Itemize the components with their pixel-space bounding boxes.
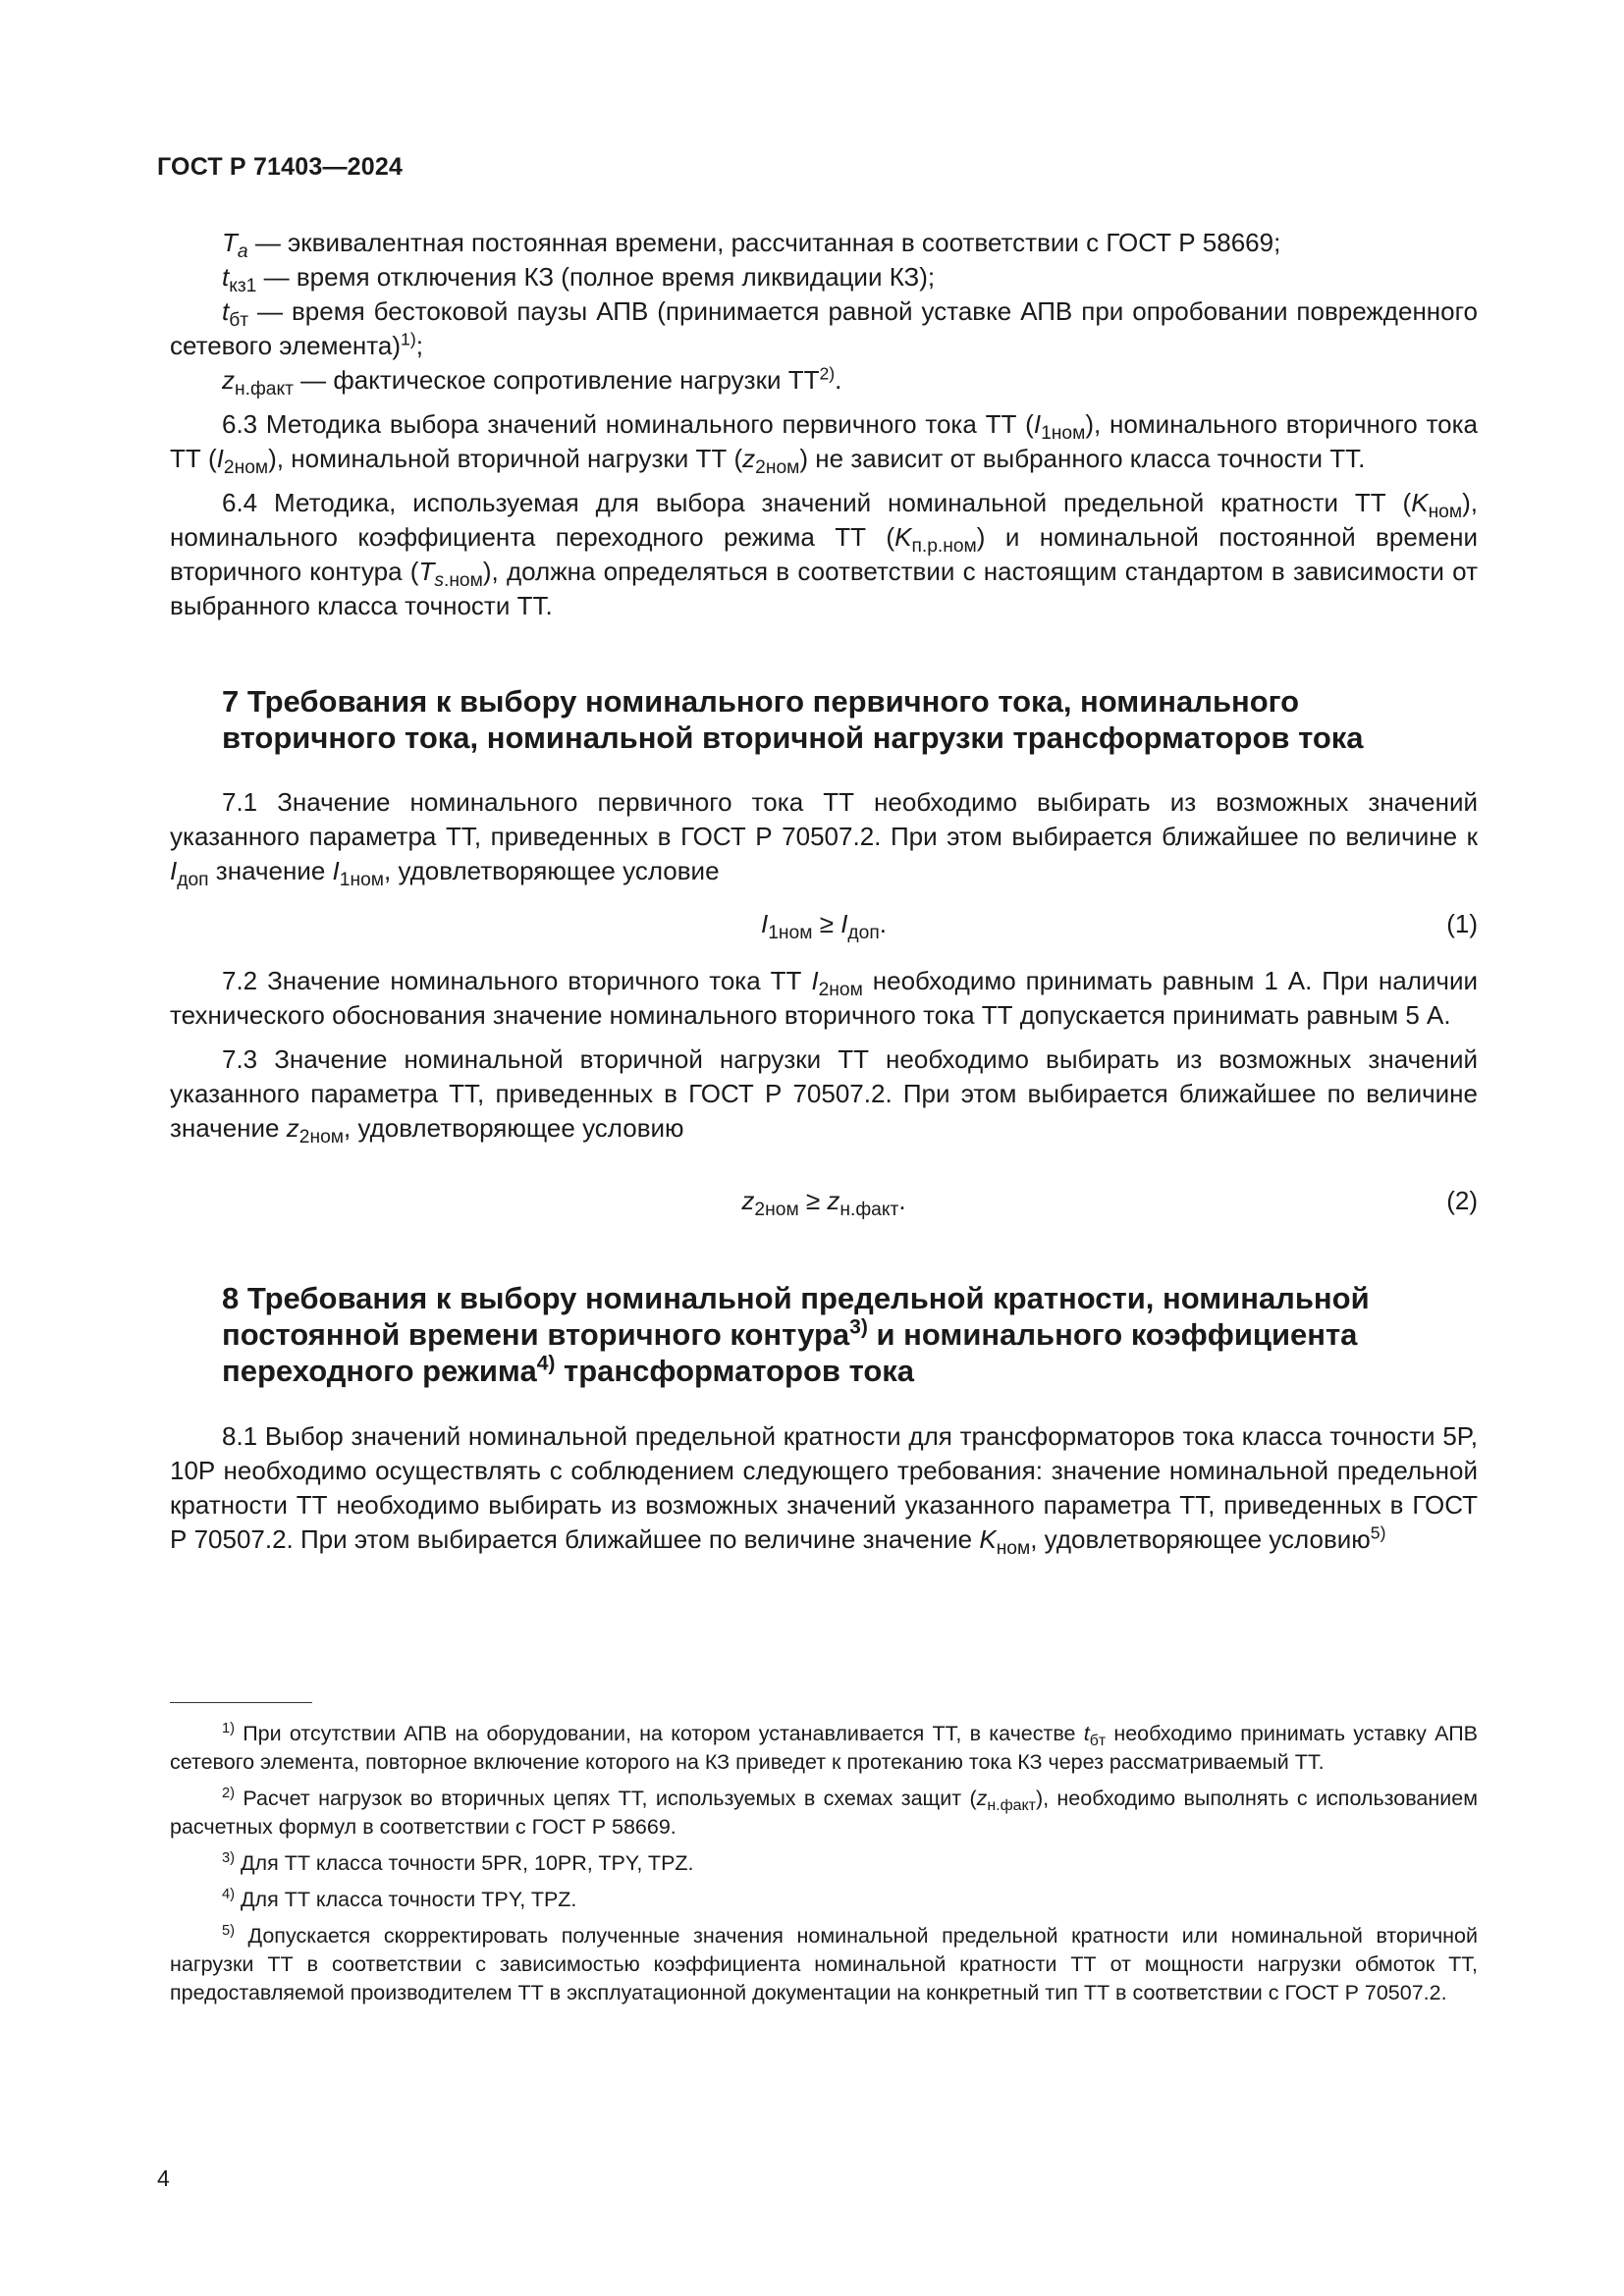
footnote-ref-2[interactable]: 2) xyxy=(819,363,836,384)
paragraph-7-1: 7.1 Значение номинального первичного тока ТТ необходимо выбирать из возможных значений указанного параметра ТТ, приведенных в ГОСТ Р 70507.2. При этом выбирается ближайшее по величине к $I_{доп}$ значение $I_{1ном}$, удовлетворяющее условие xyxy=(170,787,1478,891)
footnote-1: $^{1)}$ При отсутствии АПВ на оборудовании, на котором устанавливается ТТ, в качестве $t_{бт}$ необходимо принимать уставку АПВ сетевого элемента, повторное включение которого на КЗ приведет к протеканию тока КЗ через рассматриваемый ТТ. xyxy=(170,1720,1478,1774)
paragraph-7-3: 7.3 Значение номинальной вторичной нагрузки ТТ необходимо выбирать из возможных значений указанного параметра ТТ, приведенных в ГОСТ Р 70507.2. При этом выбирается ближайшее по величине значение $z_{2ном}$, удовлетворяющее условию xyxy=(170,1044,1478,1148)
footnote-ref-5[interactable]: 5) xyxy=(1370,1522,1386,1543)
footnotes xyxy=(170,1720,1478,2015)
paragraph-6-4: 6.4 Методика, используемая для выбора значений номинальной предельной кратности ТТ $(K_{ном})$, номинального коэффициента переходного режима ТТ $(K_{п.р.ном})$ и номинальной постоянной времени вторичного контура $(T_{s.ном})$, должна определяться в соответствии с настоящим стандартом в зависимости от выбранного класса точности ТТ. xyxy=(170,488,1478,620)
section-7-paragraphs xyxy=(170,964,1478,1146)
footnote-4: $^{4)}$ Для ТТ класса точности TPY, TPZ. xyxy=(222,1886,577,1911)
footnote-5: $^{5)}$ Допускается скорректировать полученные значения номинальной предельной кратности или номинальной вторичной нагрузки ТТ в соответствии с зависимостью коэффициента номинальной кратности ТТ от мощности нагрузки обмоток ТТ, предоставляемой производителем ТТ в эксплуатационной документации на конкретный тип ТТ в соответствии с ГОСТ Р 70507.2. xyxy=(170,1922,1478,2004)
footnote-ref-3[interactable]: 3) xyxy=(849,1315,868,1339)
equation-2-number: (2) xyxy=(1446,1186,1478,1215)
footnote-3: $^{3)}$ Для ТТ класса точности 5PR, 10PR, TPY, TPZ. xyxy=(222,1849,694,1875)
paragraph-7-2: 7.2 Значение номинального вторичного тока ТТ $I_{2ном}$ необходимо принимать равным 1 А. При наличии технического обоснования значение номинального вторичного тока ТТ допускается принимать равным 5 А. xyxy=(170,966,1478,1030)
section-8-heading: 8 Требования к выбору номинальной предельной кратности, номинальной постоянной времени вторичного контура$^{3)}$ и номинального коэффициента переходного режима$^{4)}$ трансформаторов тока xyxy=(222,1281,1370,1388)
footnote-ref-1[interactable]: 1) xyxy=(401,329,416,349)
definition-ta: $T_a$ — эквивалентная постоянная времени, рассчитанная в соответствии с ГОСТ Р 58669; xyxy=(222,228,1281,263)
footnote-separator xyxy=(170,1702,312,1703)
equation-1-formula: $I_{1ном} \ge I_{доп}$. xyxy=(760,909,887,944)
definition-tbt: $t_{бт}$ — время бестоковой паузы АПВ (принимается равной уставке АПВ при опробовании поврежденного сетевого элемента)$^{1)}$; xyxy=(170,296,1478,360)
footnote-ref-4[interactable]: 4) xyxy=(536,1352,556,1375)
paragraph-8-1: 8.1 Выбор значений номинальной предельной кратности для трансформаторов тока класса точности 5P, 10P необходимо осуществлять с соблюдением следующего требования: значение номинальной предельной кратности ТТ необходимо выбирать из возможных значений указанного параметра ТТ, приведенных в ГОСТ Р 70507.2. При этом выбирается ближайшее по величине значение $K_{ном}$, удовлетворяющее условию$^{5)}$ xyxy=(170,1421,1478,1560)
footnote-2: $^{2)}$ Расчет нагрузок во вторичных цепях ТТ, используемых в схемах защит $(z_{н.факт})$, необходимо выполнять с использованием расчетных формул в соответствии с ГОСТ Р 58669. xyxy=(170,1785,1479,1839)
definition-tkz: $t_{кз1}$ — время отключения КЗ (полное время ликвидации КЗ); xyxy=(222,262,936,297)
section-6-continuation xyxy=(170,226,1478,623)
paragraph-6-3: 6.3 Методика выбора значений номинального первичного тока ТТ $(I_{1ном})$, номинального вторичного тока ТТ $(I_{2ном})$, номинальной вторичной нагрузки ТТ $(z_{2ном})$ не зависит от выбранного класса точности ТТ. xyxy=(170,409,1479,479)
equation-2-formula: $z_{2ном} \ge z_{н.факт}$. xyxy=(741,1186,906,1221)
definition-zn: $z_{н.факт}$ — фактическое сопротивление нагрузки ТТ$^{2)}$. xyxy=(222,363,842,400)
standard-code-header: ГОСТ Р 71403—2024 xyxy=(157,153,404,181)
section-7-heading: 7 Требования к выбору номинального первичного тока, номинального вторичного тока, номинальной вторичной нагрузки трансформаторов тока xyxy=(222,684,1364,755)
equation-1-number: (1) xyxy=(1446,909,1478,938)
page-number: 4 xyxy=(157,2165,170,2191)
